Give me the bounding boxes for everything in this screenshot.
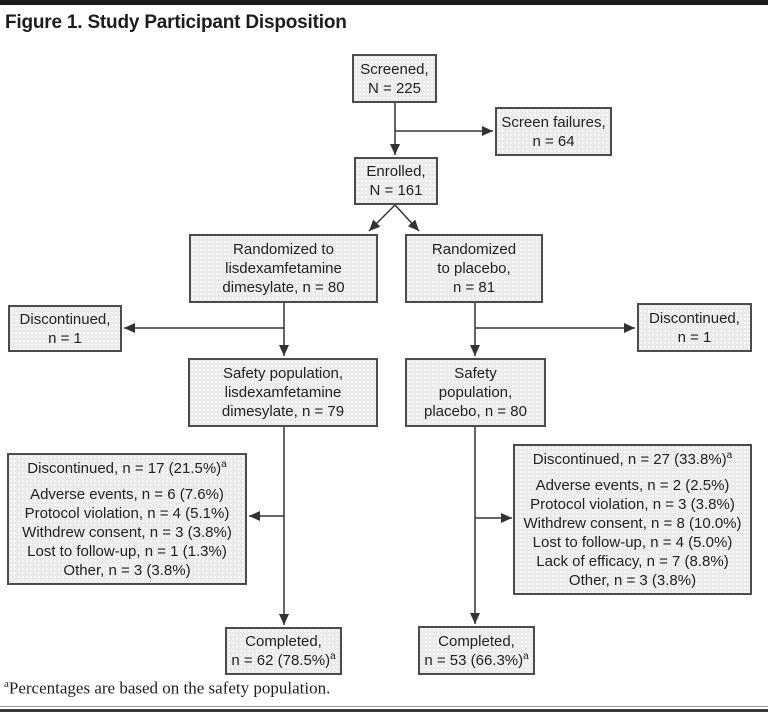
box-line: Safety — [454, 365, 497, 382]
box-line: Adverse events, n = 2 (2.5%) — [535, 476, 730, 494]
box-header-text: Discontinued, n = 17 (21.5%) — [27, 459, 222, 477]
box-randomized-lisdexamfetamine — [189, 234, 378, 303]
box-line: Discontinued, — [19, 310, 111, 328]
footnote-text: Percentages are based on the safety population. — [8, 678, 331, 698]
box-discontinued-placebo-early — [637, 303, 752, 352]
box-safety-lisdexamfetamine — [188, 358, 378, 427]
footnote-marker: a — [330, 651, 336, 662]
box-line: Lost to follow-up, n = 4 (5.0%) — [532, 533, 733, 551]
figure-title: Figure 1. Study Participant Disposition — [5, 12, 347, 33]
box-line: lisdexamfetamine — [224, 384, 342, 401]
box-line: n = 81 — [452, 279, 496, 296]
box-discontinued-ldx-early — [8, 305, 122, 352]
bottom-rule-thick — [0, 709, 768, 712]
box-line: Screen failures, — [501, 113, 606, 131]
box-line: N = 161 — [369, 182, 423, 199]
box-discontinued-detail-placebo — [513, 444, 752, 595]
box-line: Screened, — [360, 60, 429, 78]
box-screened — [352, 54, 437, 103]
box-line: Lack of efficacy, n = 7 (8.8%) — [536, 552, 729, 570]
box-line: Safety population, — [222, 365, 344, 382]
box-screen-failures — [495, 107, 612, 156]
box-line: Completed, — [245, 633, 322, 650]
box-line-text: n = 53 (66.3%) — [424, 651, 524, 669]
connector-enrolled-to-randomized-ldx — [369, 205, 395, 231]
box-enrolled — [354, 157, 438, 205]
box-line-text: n = 62 (78.5%) — [231, 652, 331, 669]
box-completed-ldx — [225, 627, 342, 675]
box-line: population, — [438, 384, 513, 401]
box-header-text: Discontinued, n = 27 (33.8%) — [532, 450, 727, 468]
box-line: Protocol violation, n = 4 (5.1%) — [24, 504, 230, 522]
box-line: Lost to follow-up, n = 1 (1.3%) — [27, 542, 227, 560]
figure-footnote — [4, 678, 330, 699]
box-line: Randomized — [431, 241, 517, 258]
box-line: Randomized to — [233, 241, 334, 258]
footnote-marker: a — [221, 458, 227, 470]
box-header — [533, 450, 732, 469]
box-line: Enrolled, — [366, 163, 426, 180]
box-line: n = 1 — [48, 329, 82, 347]
top-rule — [0, 0, 768, 5]
box-line: Discontinued, — [649, 309, 740, 327]
footnote-marker: a — [4, 678, 9, 690]
bottom-rule-thin — [0, 706, 768, 707]
box-line: n = 64 — [532, 132, 575, 150]
connector-enrolled-to-randomized-placebo — [395, 205, 419, 231]
box-line: Protocol violation, n = 3 (3.8%) — [530, 495, 735, 513]
box-line: placebo, n = 80 — [423, 403, 527, 420]
box-line: lisdexamfetamine — [225, 260, 342, 277]
box-line: Withdrew consent, n = 3 (3.8%) — [22, 523, 232, 541]
footnote-marker: a — [523, 650, 529, 662]
box-randomized-placebo — [405, 234, 543, 303]
box-line: dimesylate, n = 80 — [222, 279, 345, 296]
box-safety-placebo — [405, 358, 546, 427]
footnote-marker: a — [726, 449, 733, 461]
box-line: Adverse events, n = 6 (7.6%) — [30, 485, 224, 503]
box-line: Other, n = 3 (3.8%) — [568, 571, 697, 589]
box-line: Withdrew consent, n = 8 (10.0%) — [523, 514, 742, 532]
box-discontinued-detail-ldx — [7, 453, 247, 585]
box-line — [424, 651, 528, 670]
box-line: dimesylate, n = 79 — [221, 403, 345, 420]
box-line: Other, n = 3 (3.8%) — [63, 561, 191, 579]
box-line: to placebo, — [437, 260, 511, 277]
box-line: N = 225 — [368, 79, 421, 97]
box-line: Completed, — [438, 632, 515, 650]
box-header — [27, 459, 226, 478]
box-line: n = 1 — [677, 328, 712, 346]
box-completed-placebo — [418, 626, 535, 675]
box-line — [231, 651, 335, 670]
